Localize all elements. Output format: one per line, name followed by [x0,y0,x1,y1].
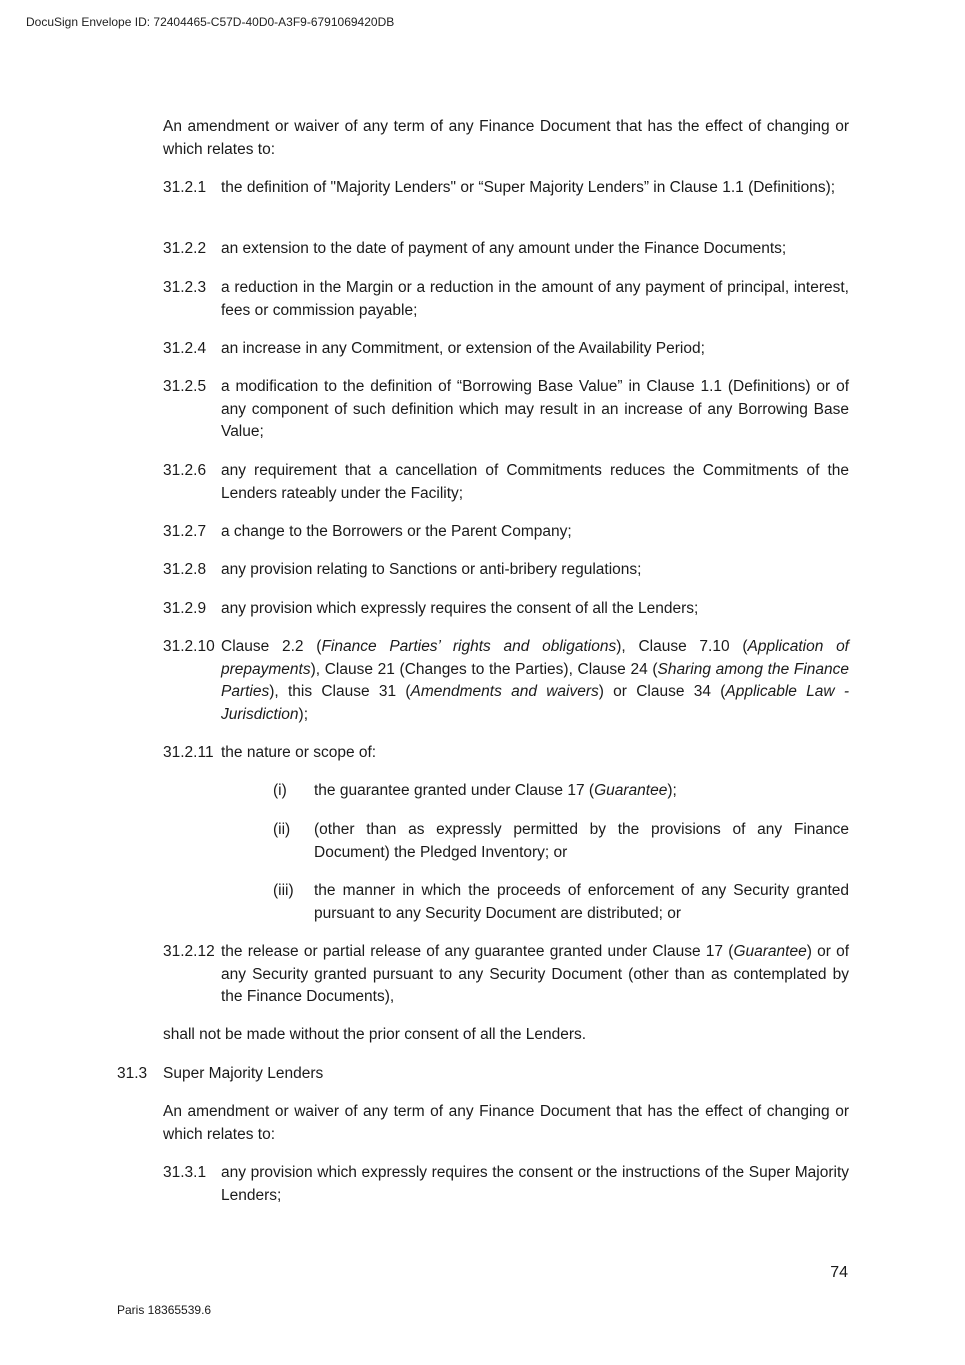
clause-text: Clause 2.2 (Finance Parties’ rights and obligations), Clause 7.10 (Application of prepayments), Clause 21 (Changes to the Parties), Clause 24 (Sharing among the Finance Parties), this Clause 31 (Amendments and waivers) or Clause 34 (Applicable Law - Jurisdiction); [221,638,850,723]
clause-31-2-6 [163,460,849,505]
subclause-i [273,780,849,803]
clause-number: 31.2.6 [163,462,207,479]
clause-number: 31.2.3 [163,279,207,296]
clause-number: 31.2.7 [163,523,207,540]
envelope-id: DocuSign Envelope ID: 72404465-C57D-40D0-A3F9-6791069420DB [26,15,395,29]
clause-text: the definition of "Majority Lenders" or “Super Majority Lenders” in Clause 1.1 (Definitions); [221,179,836,196]
clause-text: any requirement that a cancellation of Commitments reduces the Commitments of the Lenders rateably under the Facility; [221,462,849,502]
clause-text: the nature or scope of: [221,744,377,761]
clause-text: an increase in any Commitment, or extension of the Availability Period; [221,340,705,357]
section-number: 31.3 [117,1065,148,1082]
clause-number: 31.3.1 [163,1164,207,1181]
subclause-text: the guarantee granted under Clause 17 (Guarantee); [314,782,677,799]
clause-text: any provision which expressly requires the consent of all the Lenders; [221,600,699,617]
clause-text: an extension to the date of payment of any amount under the Finance Documents; [221,240,787,257]
clause-31-2-2 [163,238,849,261]
subclause-text: (other than as expressly permitted by the provisions of any Finance Document) the Pledged Inventory; or [314,821,849,861]
subclause-iii [273,880,849,925]
subclause-number: (iii) [273,882,294,899]
clause-number: 31.2.1 [163,179,207,196]
clause-31-2-5 [163,376,849,444]
clause-number: 31.2.9 [163,600,207,617]
clause-text: any provision which expressly requires the consent or the instructions of the Super Majority Lenders; [221,1164,849,1204]
page-number: 74 [830,1264,848,1281]
clause-number: 31.2.12 [163,943,215,960]
clause-number: 31.2.8 [163,561,207,578]
clause-31-2-9 [163,598,849,621]
clause-number: 31.2.11 [163,744,214,761]
section-title: Super Majority Lenders [163,1065,324,1082]
clause-31-2-11 [163,742,849,765]
closing-paragraph: shall not be made without the prior consent of all the Lenders. [163,1026,587,1043]
clause-text: a modification to the definition of “Borrowing Base Value” in Clause 1.1 (Definitions) or of any component of such definition which may result in an increase of any Borrowing Base Value; [221,378,849,440]
subclause-number: (i) [273,782,287,799]
document-reference: Paris 18365539.6 [117,1303,212,1317]
subclause-number: (ii) [273,821,291,838]
clause-number: 31.2.5 [163,378,207,395]
clause-31-2-4 [163,338,849,361]
clause-text: any provision relating to Sanctions or anti-bribery regulations; [221,561,642,578]
clause-text: a change to the Borrowers or the Parent Company; [221,523,572,540]
clause-31-2-3 [163,277,849,322]
clause-number: 31.2.2 [163,240,207,257]
intro-paragraph: An amendment or waiver of any term of any Finance Document that has the effect of changing or which relates to: [163,118,849,158]
clause-31-2-10 [163,636,849,726]
clause-number: 31.2.10 [163,638,215,655]
clause-31-2-12 [163,941,849,1009]
clause-31-3-1 [163,1162,849,1207]
clause-number: 31.2.4 [163,340,207,357]
clause-31-2-7 [163,521,849,544]
subclause-text: the manner in which the proceeds of enforcement of any Security granted pursuant to any Security Document are distributed; or [314,882,849,922]
intro-paragraph-2: An amendment or waiver of any term of any Finance Document that has the effect of changing or which relates to: [163,1103,849,1143]
clause-31-2-8 [163,559,849,582]
subclause-ii [273,819,849,864]
clause-text: the release or partial release of any guarantee granted under Clause 17 (Guarantee) or of any Security granted pursuant to any Security Document (other than as contemplated by the Finance Documents), [221,943,849,1005]
clause-31-2-1 [163,177,849,200]
clause-text: a reduction in the Margin or a reduction in the amount of any payment of principal, interest, fees or commission payable; [221,279,849,319]
section-heading [117,1063,323,1086]
